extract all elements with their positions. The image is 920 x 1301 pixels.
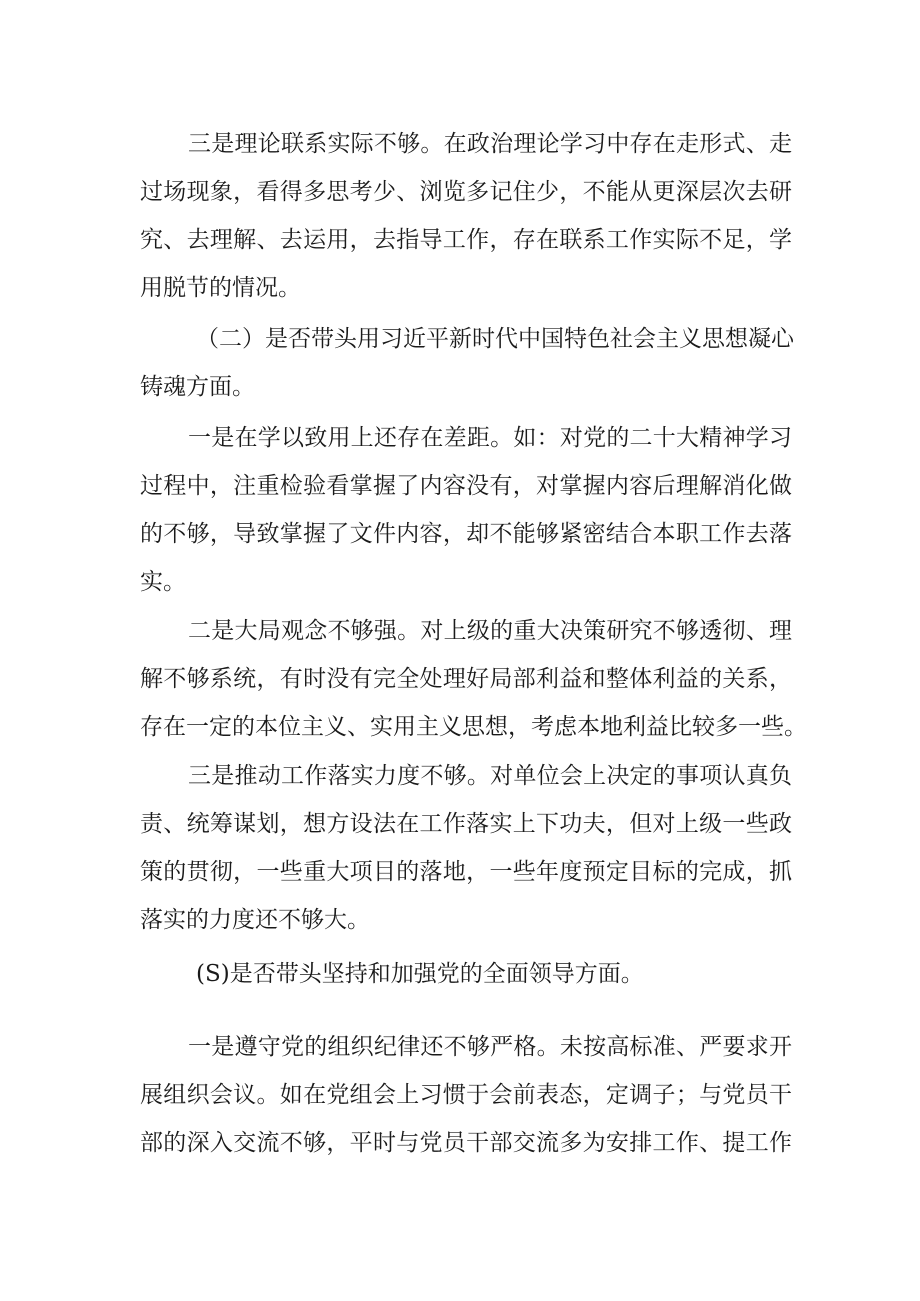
section-heading-2-line-1: （二）是否带头用习近平新时代中国特色社会主义思想凝心 [196,326,794,352]
paragraph-1-line-1: 三是理论联系实际不够。在政治理论学习中存在走形式、走 [188,131,792,157]
paragraph-1-line-2: 过场现象，看得多思考少、浏览多记住少，不能从更深层次去研 [140,179,792,205]
paragraph-5-line-3: 策的贯彻，一些重大项目的落地，一些年度预定目标的完成，抓 [140,859,792,885]
paragraph-4-line-1: 二是大局观念不够强。对上级的重大决策研究不够透彻、理 [188,618,792,644]
paragraph-5-line-1: 三是推动工作落实力度不够。对单位会上决定的事项认真负 [188,763,792,789]
paragraph-3-line-4: 实。 [140,569,186,595]
paragraph-1-line-4: 用脱节的情况。 [140,275,301,301]
paragraph-3-line-2: 过程中，注重检验看掌握了内容没有，对掌握内容后理解消化做 [140,473,792,499]
section-heading-2-line-2: 铸魂方面。 [140,374,255,400]
paragraph-3-line-1: 一是在学以致用上还存在差距。如：对党的二十大精神学习 [188,425,792,451]
paragraph-7-line-1: 一是遵守党的组织纪律还不够严格。未按高标准、严要求开 [188,1034,792,1060]
paragraph-5-line-2: 责、统筹谋划，想方设法在工作落实上下功夫，但对上级一些政 [140,811,792,837]
paragraph-5-line-4: 落实的力度还不够大。 [140,907,370,933]
paragraph-1-line-3: 究、去理解、去运用，去指导工作，存在联系工作实际不足，学 [140,227,792,253]
paragraph-3-line-3: 的不够，导致掌握了文件内容，却不能够紧密结合本职工作去落 [140,521,792,547]
paragraph-4-line-3: 存在一定的本位主义、实用主义思想，考虑本地利益比较多一些。 [140,714,807,740]
paragraph-4-line-2: 解不够系统，有时没有完全处理好局部利益和整体利益的关系， [140,666,792,692]
section-heading-3: (S)是否带头坚持和加强党的全面领导方面。 [196,961,644,987]
paragraph-7-line-2: 展组织会议。如在党组会上习惯于会前表态，定调子；与党员干 [140,1082,792,1108]
paragraph-7-line-3: 部的深入交流不够，平时与党员干部交流多为安排工作、提工作 [140,1130,792,1156]
